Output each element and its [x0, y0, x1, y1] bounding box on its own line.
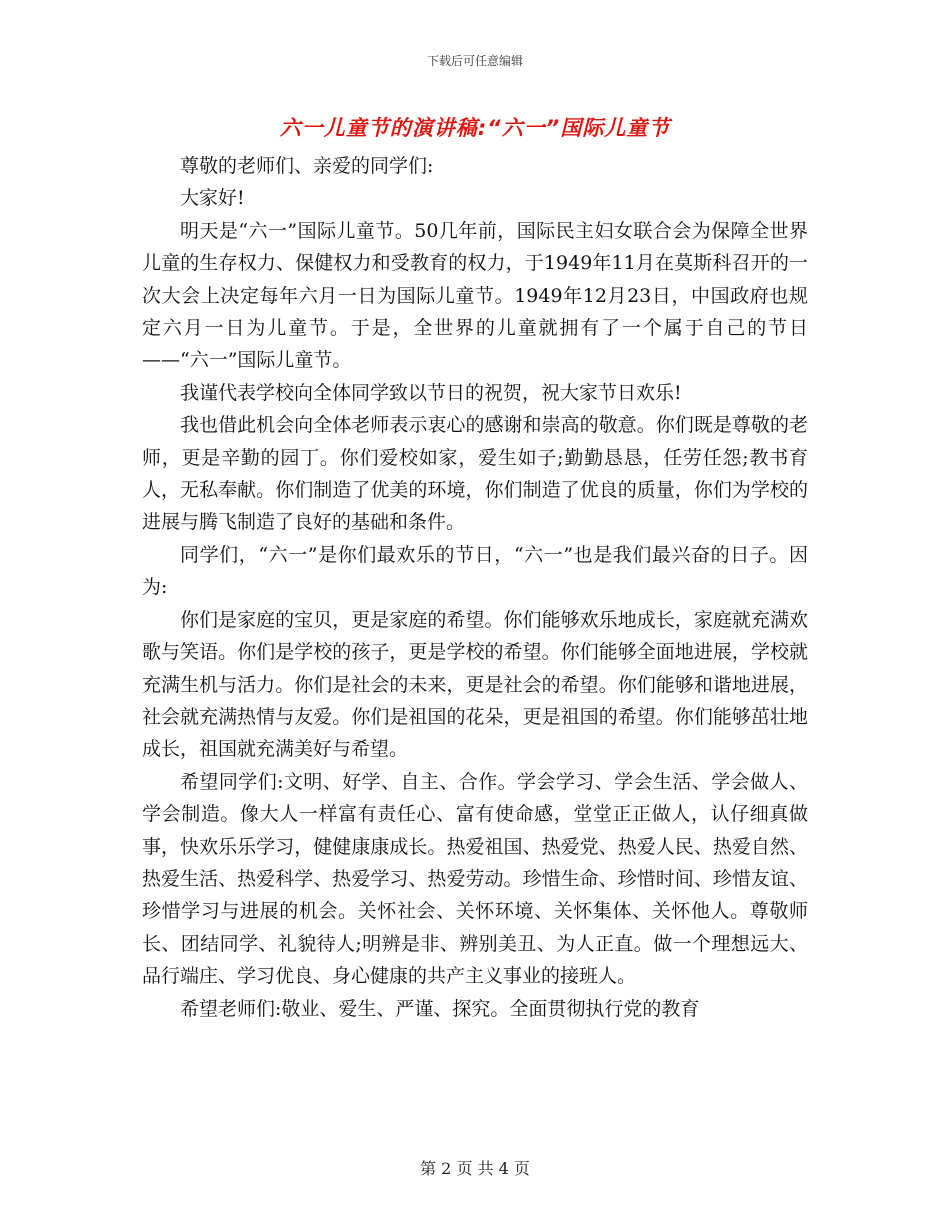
- document-body: [142, 150, 808, 1025]
- paragraph-thanks-teachers: 我也借此机会向全体老师表示衷心的感谢和崇高的敬意。你们既是尊敬的老师，更是辛勤的园丁。你们爱校如家，爱生如子;勤勤恳恳，任劳任怨;教书育人，无私奉献。你们制造了优美的环境，你们制造了优良的质量，你们为学校的进展与腾飞制造了良好的基础和条件。: [142, 414, 808, 534]
- paragraph-congratulations: 我谨代表学校向全体同学致以节日的祝贺，祝大家节日欢乐!: [180, 381, 682, 404]
- paragraph-hello: 大家好!: [180, 187, 245, 210]
- paragraph-hope-of-family: 你们是家庭的宝贝，更是家庭的希望。你们能够欢乐地成长，家庭就充满欢歌与笑语。你们是学校的孩子，更是学校的希望。你们能够全面地进展，学校就充满生机与活力。你们是社会的未来，更是社会的希望。你们能够和谐地进展，社会就充满热情与友爱。你们是祖国的花朵，更是祖国的希望。你们能够茁壮地成长，祖国就充满美好与希望。: [142, 608, 808, 761]
- paragraph-greeting: 尊敬的老师们、亲爱的同学们:: [180, 155, 434, 177]
- paragraph-hopes-for-students: 希望同学们:文明、好学、自主、合作。学会学习、学会生活、学会做人、学会制造。像大人一样富有责任心、富有使命感，堂堂正正做人，认仔细真做事，快欢乐乐学习，健健康康成长。热爱祖国、热爱党、热爱人民、热爱自然、热爱生活、热爱科学、热爱学习、热爱劳动。珍惜生命、珍惜时间、珍惜友谊、珍惜学习与进展的机会。关怀社会、关怀环境、关怀集体、关怀他人。尊敬师长、团结同学、礼貌待人;明辨是非、辨别美丑、为人正直。做一个理想远大、品行端庄、学习优良、身心健康的共产主义事业的接班人。: [142, 770, 808, 988]
- paragraph-address-students: 同学们，“六一”是你们最欢乐的节日，“六一”也是我们最兴奋的日子。因为:: [142, 543, 808, 599]
- paragraph-hopes-for-teachers: 希望老师们:敬业、爱生、严谨、探究。全面贯彻执行党的教育: [180, 997, 700, 1020]
- header-note: 下载后可任意编辑: [426, 54, 523, 68]
- page-number-footer: 第 2 页 共 4 页: [420, 1159, 530, 1178]
- document-title: 六一儿童节的演讲稿:“六一”国际儿童节: [279, 116, 671, 140]
- paragraph-history: 明天是“六一”国际儿童节。50几年前，国际民主妇女联合会为保障全世界儿童的生存权力、保健权力和受教育的权力，于1949年11月在莫斯科召开的一次大会上决定每年六月一日为国际儿童节。1949年12月23日，中国政府也规定六月一日为儿童节。于是，全世界的儿童就拥有了一个属于自己的节日——“六一”国际儿童节。: [142, 219, 808, 372]
